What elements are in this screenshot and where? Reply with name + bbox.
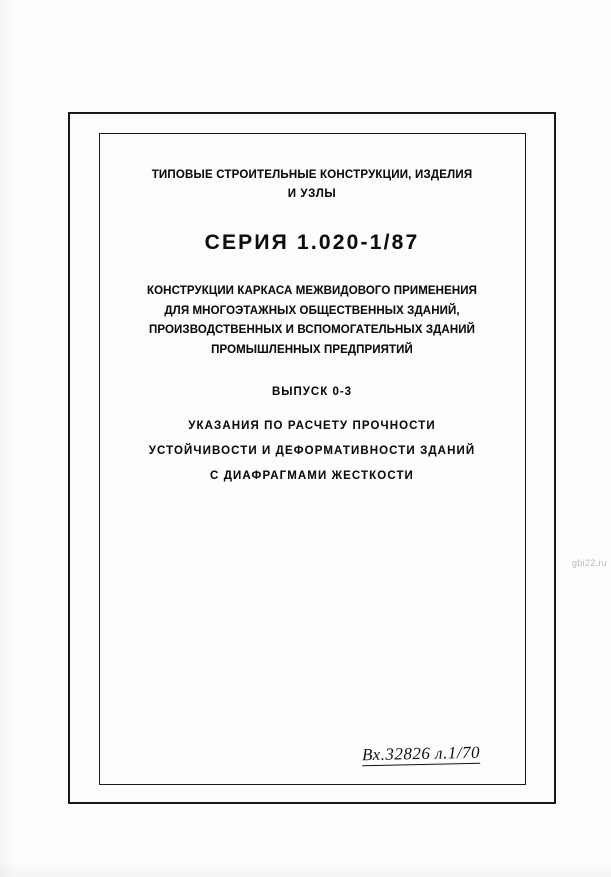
scan-edge-shading-left	[0, 0, 14, 877]
header-line-2: И УЗЛЫ	[287, 187, 337, 200]
description-line-2: УСТОЙЧИВОСТИ И ДЕФОРМАТИВНОСТИ ЗДАНИЙ	[148, 444, 476, 457]
series-title: СЕРИЯ 1.020-1/87	[204, 230, 420, 254]
inventory-stamp	[362, 743, 480, 765]
description-line-1: УКАЗАНИЯ ПО РАСЧЕТУ ПРОЧНОСТИ	[188, 419, 436, 432]
description-block	[110, 419, 514, 485]
watermark-text: gbi22.ru	[572, 558, 607, 568]
subtitle-line-3: ПРОИЗВОДСТВЕННЫХ И ВСПОМОГАТЕЛЬНЫХ ЗДАНИЙ	[149, 324, 475, 337]
scan-edge-shading-bottom	[0, 859, 611, 877]
subtitle-block	[110, 284, 514, 359]
subtitle-line-1: КОНСТРУКЦИИ КАРКАСА МЕЖВИДОВОГО ПРИМЕНЕНИЯ	[147, 284, 477, 297]
inventory-stamp-text: Вх.32826 л.1/70	[361, 742, 481, 765]
description-line-3: С ДИАФРАГМАМИ ЖЕСТКОСТИ	[210, 469, 414, 482]
header-line-1: ТИПОВЫЕ СТРОИТЕЛЬНЫЕ КОНСТРУКЦИИ, ИЗДЕЛИЯ	[151, 169, 473, 181]
cover-text-block	[110, 168, 514, 485]
subtitle-line-4: ПРОМЫШЛЕННЫХ ПРЕДПРИЯТИЙ	[211, 344, 413, 357]
issue-label: ВЫПУСК 0-3	[271, 386, 353, 399]
subtitle-line-2: ДЛЯ МНОГОЭТАЖНЫХ ОБЩЕСТВЕННЫХ ЗДАНИЙ,	[164, 304, 460, 317]
